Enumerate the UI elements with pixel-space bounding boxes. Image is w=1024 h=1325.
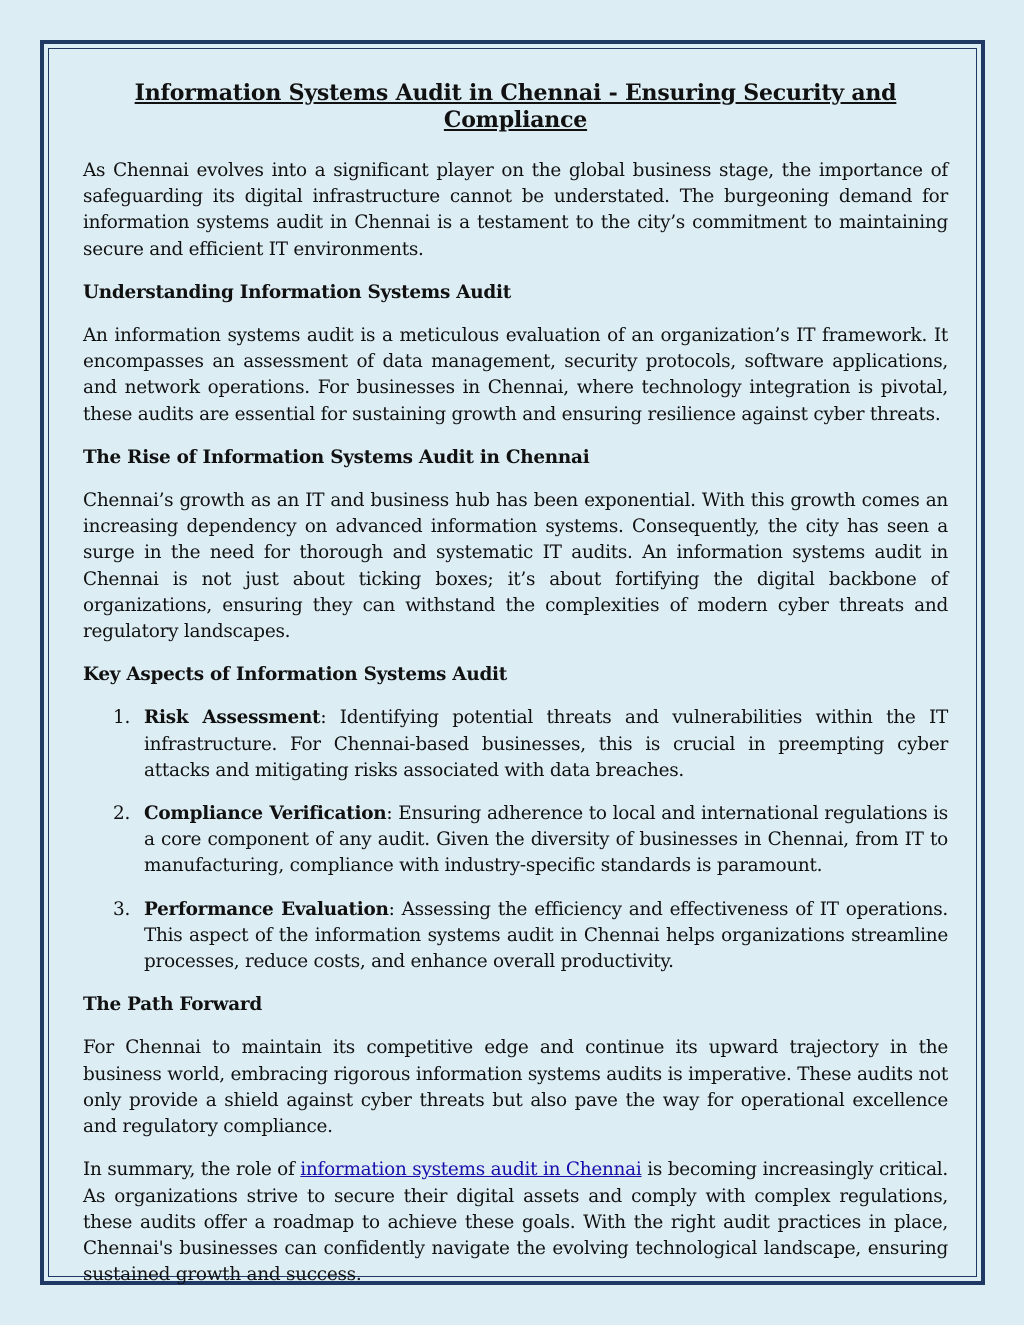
list-item-text: : Identifying potential threats and vulnerabilities within the IT infrastructure. For Chennai-based businesses, this is crucial in preempting cyber attacks and mitigating risks associated with data breaches.	[144, 707, 948, 781]
summary-text-before: In summary, the role of	[83, 1159, 301, 1181]
summary-paragraph	[83, 1157, 948, 1288]
list-item-number: 3.	[113, 898, 131, 920]
document-body	[83, 80, 948, 1305]
list-item-number: 1.	[113, 707, 131, 729]
list-item-text: : Assessing the efficiency and effectiveness of IT operations. This aspect of the information systems audit in Chennai helps organizations streamline processes, reduce costs, and enhance overall productivity.	[144, 898, 948, 973]
list-item-text: : Ensuring adherence to local and international regulations is a core component of any audit. Given the diversity of businesses in Chennai, from IT to manufacturing, compliance with industry-specific standards is paramount.	[144, 803, 948, 877]
key-aspects-list	[83, 705, 948, 975]
section-heading-path-forward: The Path Forward	[83, 994, 262, 1016]
summary-text-after: is becoming increasingly critical. As organizations strive to secure their digital assets and comply with complex regulations, these audits offer a roadmap to achieve these goals. With the right audit practices in place, Chennai's businesses can confidently navigate the evolving technological landscape, ensuring sustained growth and success.	[83, 1159, 949, 1286]
section-paragraph-rise: Chennai’s growth as an IT and business hub has been exponential. With this growth comes an increasing dependency on advanced information systems. Consequently, the city has seen a surge in the need for thorough and systematic IT audits. An information systems audit in Chennai is not just about ticking boxes; it’s about fortifying the digital backbone of organizations, ensuring they can withstand the complexities of modern cyber threats and regulatory landscapes.	[83, 490, 948, 643]
list-item-term: Risk Assessment	[144, 707, 321, 729]
summary-link[interactable]: information systems audit in Chennai	[300, 1159, 642, 1181]
page-title: Information Systems Audit in Chennai - Ensuring Security and Compliance	[134, 80, 897, 133]
list-item	[83, 801, 948, 880]
section-paragraph-understanding: An information systems audit is a meticulous evaluation of an organization’s IT framework. It encompasses an assessment of data management, security protocols, software applications, and network operations. For businesses in Chennai, where technology integration is pivotal, these audits are essential for sustaining growth and ensuring resilience against cyber threats.	[83, 325, 948, 425]
section-heading-key-aspects: Key Aspects of Information Systems Audit	[83, 664, 508, 686]
section-heading-understanding: Understanding Information Systems Audit	[83, 281, 511, 303]
section-heading-rise: The Rise of Information Systems Audit in Chennai	[83, 446, 590, 468]
section-paragraph-path-forward: For Chennai to maintain its competitive edge and continue its upward trajectory in the business world, embracing rigorous information systems audits is imperative. These audits not only provide a shield against cyber threats but also pave the way for operational excellence and regulatory compliance.	[83, 1037, 948, 1138]
list-item	[83, 705, 948, 784]
intro-paragraph: As Chennai evolves into a significant player on the global business stage, the importance of safeguarding its digital infrastructure cannot be understated. The burgeoning demand for information systems audit in Chennai is a testament to the city’s commitment to maintaining secure and efficient IT environments.	[83, 160, 948, 260]
list-item-number: 2.	[113, 803, 131, 825]
list-item	[83, 897, 948, 976]
list-item-term: Compliance Verification	[144, 803, 387, 825]
list-item-term: Performance Evaluation	[144, 898, 389, 920]
